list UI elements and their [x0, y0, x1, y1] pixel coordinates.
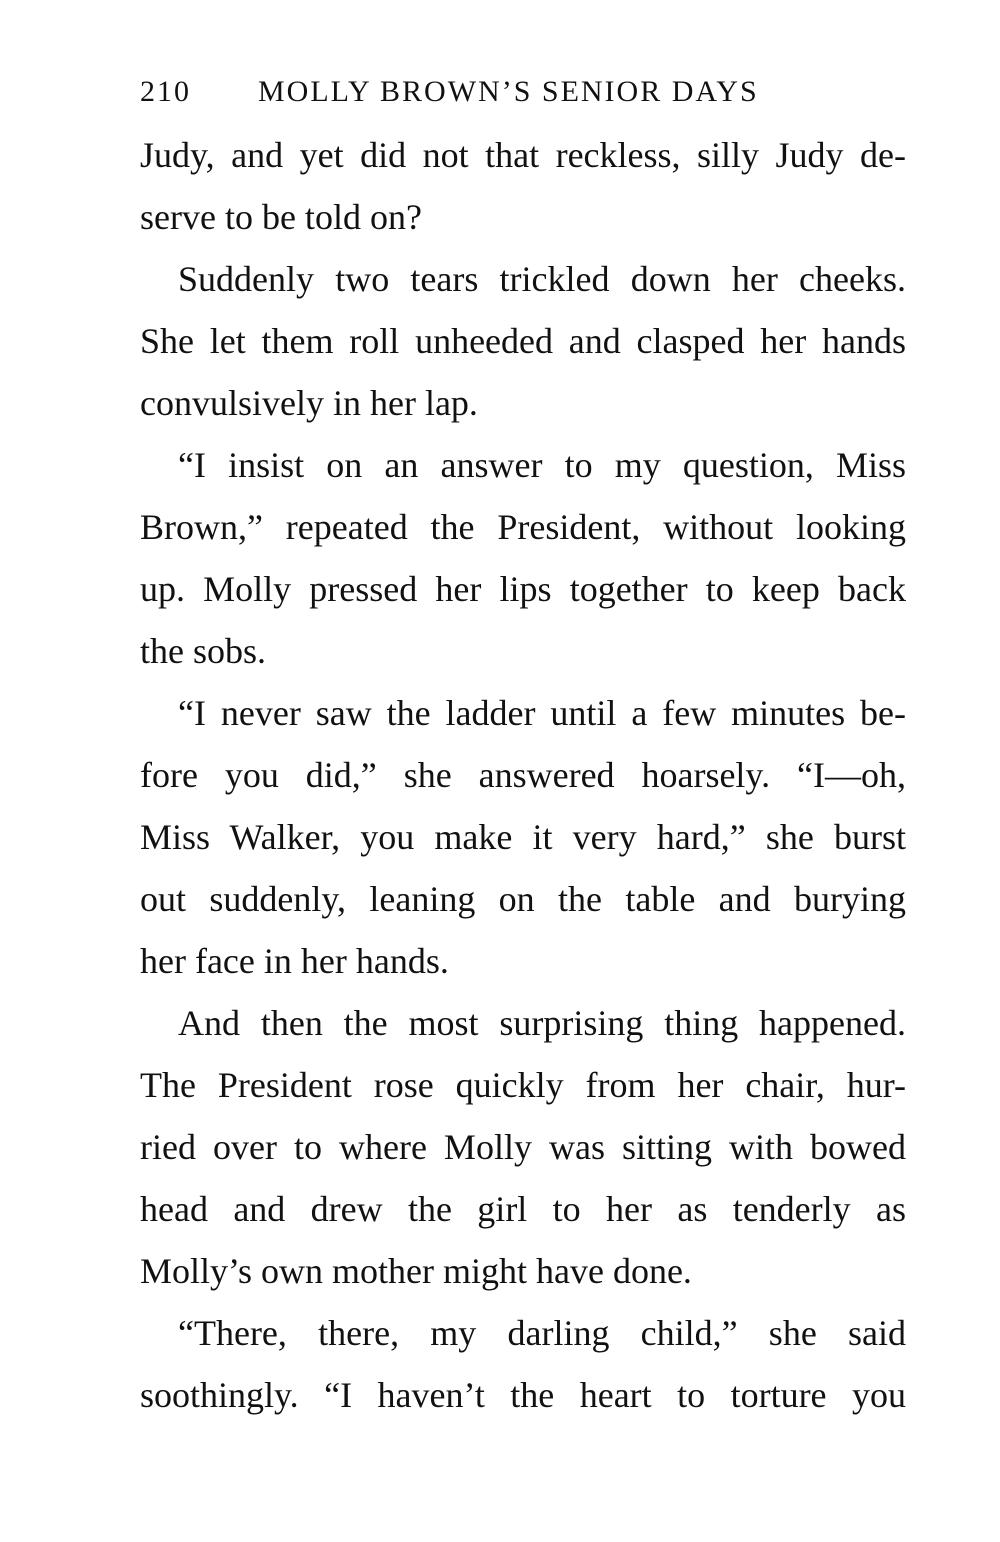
text-line: the sobs.: [140, 631, 266, 671]
text-line: “I never saw the ladder until a few minutes be-: [178, 693, 906, 733]
running-head: [140, 70, 910, 114]
text-line: ried over to where Molly was sitting with bowed: [140, 1127, 906, 1167]
text-line: She let them roll unheeded and clasped her hands: [140, 321, 906, 361]
text-line: out suddenly, leaning on the table and burying: [140, 879, 906, 919]
text-line: her face in her hands.: [140, 941, 449, 981]
text-line: And then the most surprising thing happened.: [178, 1003, 906, 1043]
text-line: Molly’s own mother might have done.: [140, 1251, 692, 1291]
text-line: up. Molly pressed her lips together to keep back: [140, 569, 906, 609]
text-line: The President rose quickly from her chair, hur-: [140, 1065, 906, 1105]
body-text: [140, 124, 906, 1426]
paragraph: [140, 992, 906, 1302]
paragraph: [140, 124, 906, 248]
text-line: Brown,” repeated the President, without looking: [140, 507, 906, 547]
paragraph: [140, 248, 906, 434]
text-line: “There, there, my darling child,” she said: [178, 1313, 906, 1353]
text-line: convulsively in her lap.: [140, 383, 478, 423]
text-line: head and drew the girl to her as tenderly as: [140, 1189, 906, 1229]
text-line: Miss Walker, you make it very hard,” she burst: [140, 817, 906, 857]
text-line: Judy, and yet did not that reckless, silly Judy de-: [140, 135, 906, 175]
page-number: 210: [140, 75, 191, 108]
paragraph: [140, 1302, 906, 1426]
text-line: serve to be told on?: [140, 197, 422, 237]
text-line: soothingly. “I haven’t the heart to torture you: [140, 1375, 906, 1415]
paragraph: [140, 682, 906, 992]
paragraph: [140, 434, 906, 682]
running-title: MOLLY BROWN’S SENIOR DAYS: [258, 75, 759, 108]
text-line: “I insist on an answer to my question, Miss: [178, 445, 906, 485]
text-line: fore you did,” she answered hoarsely. “I—oh,: [140, 755, 906, 795]
text-line: Suddenly two tears trickled down her cheeks.: [178, 259, 906, 299]
